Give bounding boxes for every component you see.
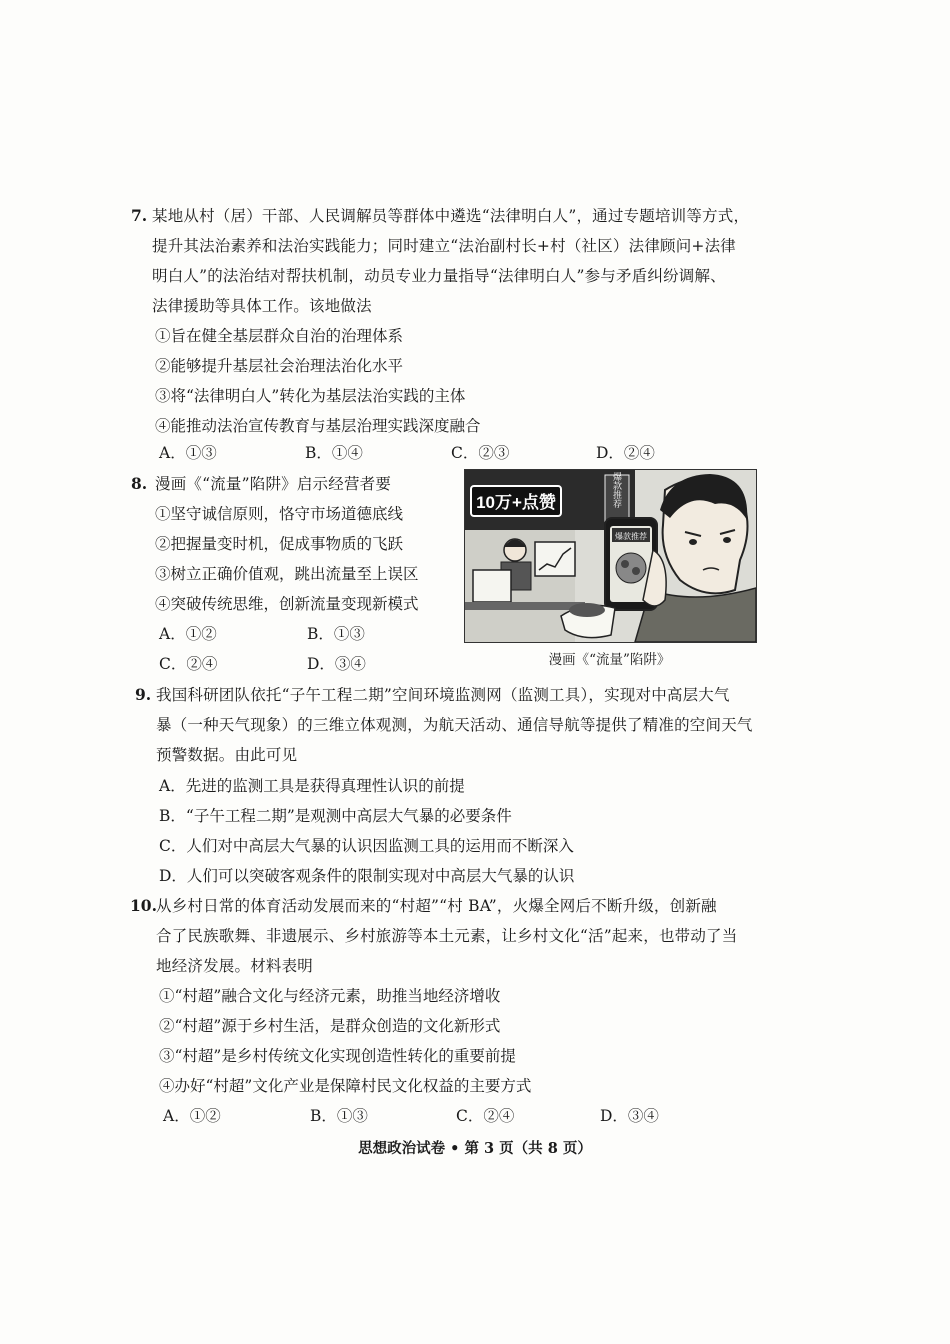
stem-line: 预警数据。由此可见 [156, 746, 298, 764]
stem-line: 从乡村日常的体育活动发展而来的“村超”“村 BA”，火爆全网后不断升级，创新融 [156, 897, 717, 915]
choice-d[interactable]: D．③④ [600, 1107, 659, 1125]
choice-b[interactable]: B．①③ [310, 1107, 368, 1125]
page-footer: 思想政治试卷 • 第 3 页（共 8 页） [358, 1140, 592, 1157]
statement-item: ②“村超”源于乡村生活，是群众创造的文化新形式 [159, 1017, 501, 1035]
choice-a[interactable]: A．①② [163, 1107, 221, 1125]
cartoon-drawing [465, 470, 756, 642]
stem-line: 明白人”的法治结对帮扶机制，动员专业力量指导“法律明白人”参与矛盾纠纷调解、 [152, 267, 726, 285]
question-number: 9. [135, 685, 152, 704]
statement-item: ①坚守诚信原则，恪守市场道德底线 [155, 505, 404, 523]
stem-line: 漫画《“流量”陷阱》启示经营者要 [155, 475, 392, 493]
question-number: 10. [130, 896, 157, 915]
statement-item: ③树立正确价值观，跳出流量至上误区 [155, 565, 419, 583]
choice-a[interactable]: A．①② [159, 625, 217, 643]
question-number: 8. [131, 474, 148, 493]
choice-d[interactable]: D．人们可以突破客观条件的限制实现对中高层大气暴的认识 [159, 867, 575, 885]
sign-text: 爆款推荐 [612, 472, 622, 508]
cartoon-illustration [464, 469, 757, 643]
choice-b[interactable]: B．①③ [307, 625, 365, 643]
stem-line: 我国科研团队依托“子午工程二期”空间环境监测网（监测工具），实现对中高层大气 [156, 686, 730, 704]
choice-c[interactable]: C．②③ [451, 444, 510, 462]
phone-screen-text: 爆款推荐 [615, 532, 647, 541]
statement-item: ②能够提升基层社会治理法治化水平 [155, 357, 404, 375]
stem-line: 暴（一种天气现象）的三维立体观测，为航天活动、通信导航等提供了精准的空间天气 [156, 716, 753, 734]
statement-item: ③“村超”是乡村传统文化实现创造性转化的重要前提 [159, 1047, 516, 1065]
choice-a[interactable]: A．先进的监测工具是获得真理性认识的前提 [159, 777, 465, 795]
choice-b[interactable]: B．“子午工程二期”是观测中高层大气暴的必要条件 [159, 807, 512, 825]
stem-line: 法律援助等具体工作。该地做法 [152, 297, 372, 315]
choice-c[interactable]: C．②④ [159, 655, 218, 673]
question-number: 7. [131, 206, 148, 225]
statement-item: ④突破传统思维，创新流量变现新模式 [155, 595, 419, 613]
choice-b[interactable]: B．①④ [305, 444, 363, 462]
stem-line: 合了民族歌舞、非遗展示、乡村旅游等本土元素，让乡村文化“活”起来，也带动了当 [156, 927, 738, 945]
statement-item: ①“村超”融合文化与经济元素，助推当地经济增收 [159, 987, 501, 1005]
statement-item: ④办好“村超”文化产业是保障村民文化权益的主要方式 [159, 1077, 532, 1095]
choice-a[interactable]: A．①③ [159, 444, 217, 462]
statement-item: ②把握量变时机，促成事物质的飞跃 [155, 535, 404, 553]
choice-c[interactable]: C．人们对中高层大气暴的认识因监测工具的运用而不断深入 [159, 837, 574, 855]
choice-d[interactable]: D．②④ [596, 444, 655, 462]
choice-d[interactable]: D．③④ [307, 655, 366, 673]
statement-item: ④能推动法治宣传教育与基层治理实践深度融合 [155, 417, 481, 435]
choice-c[interactable]: C．②④ [456, 1107, 515, 1125]
cartoon-caption: 漫画《“流量”陷阱》 [548, 652, 671, 668]
stem-line: 地经济发展。材料表明 [156, 957, 314, 975]
banner-text: 10万+点赞 [476, 493, 556, 512]
stem-line: 某地从村（居）干部、人民调解员等群体中遴选“法律明白人”，通过专题培训等方式， [152, 207, 750, 225]
statement-item: ③将“法律明白人”转化为基层法治实践的主体 [155, 387, 466, 405]
stem-line: 提升其法治素养和法治实践能力；同时建立“法治副村长+村（社区）法律顾问+法律 [152, 237, 737, 255]
statement-item: ①旨在健全基层群众自治的治理体系 [155, 327, 404, 345]
